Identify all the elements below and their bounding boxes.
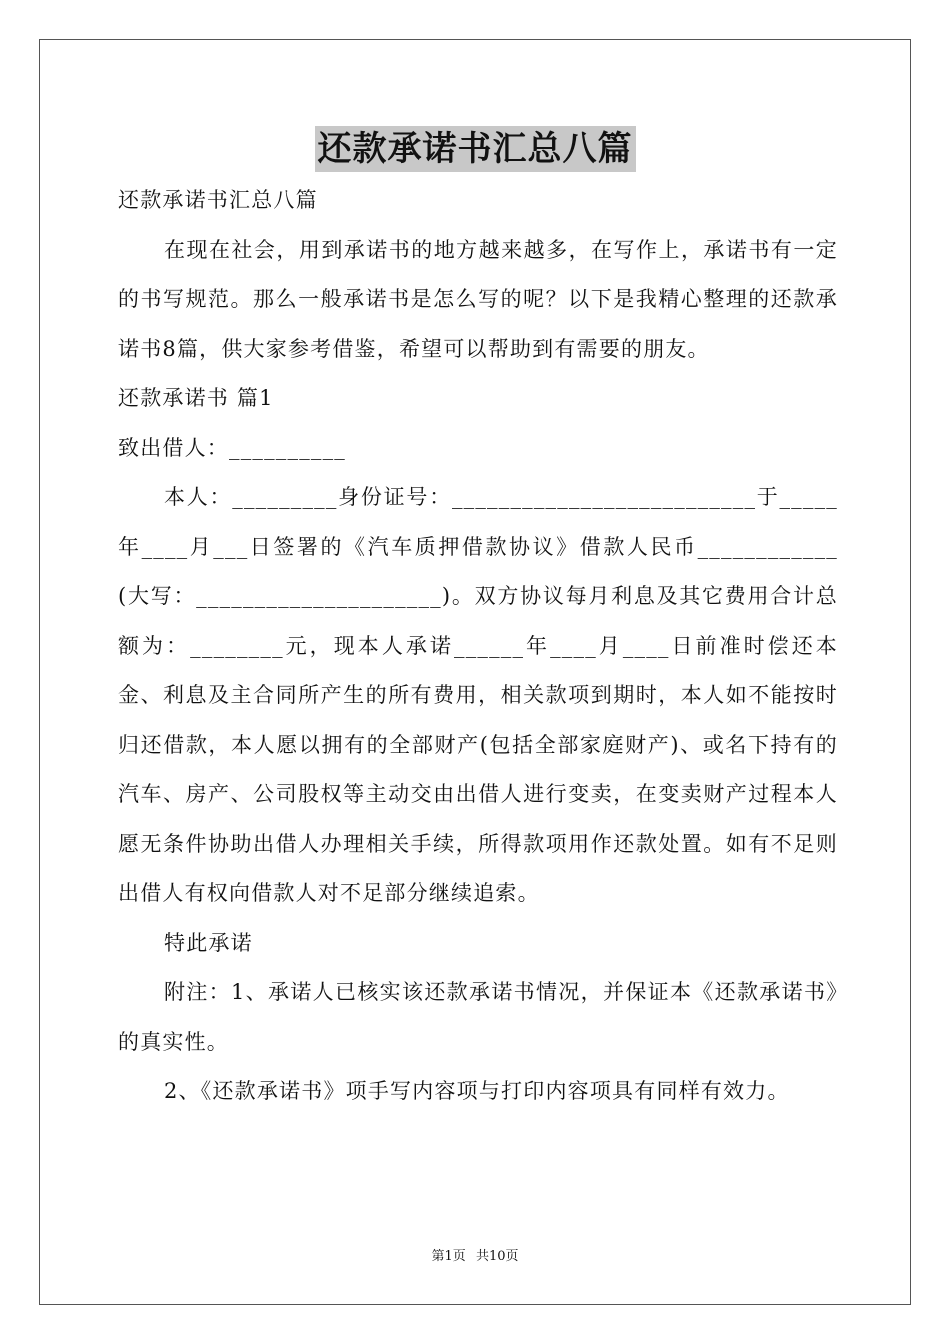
title-container — [0, 126, 950, 172]
page-number: 第1页 — [431, 1249, 466, 1264]
document-body — [118, 176, 838, 1117]
closing-line: 特此承诺 — [164, 930, 253, 955]
intro-paragraph: 在现在社会，用到承诺书的地方越来越多，在写作上，承诺书有一定的书写规范。那么一般承诺书是怎么写的呢？以下是我精心整理的还款承诺书8篇，供大家参考借鉴，希望可以帮助到有需要的朋友。 — [118, 237, 838, 361]
document-title: 还款承诺书汇总八篇 — [315, 126, 636, 172]
section-heading: 还款承诺书 篇1 — [118, 386, 274, 410]
commitment-paragraph: 本人：_________身份证号：__________________________于_____年____月___日签署的《汽车质押借款协议》借款人民币____________(大写：_____________________)。双方协议每月利息及其它费用合计总额为：________元，现本人承诺______年____月____日前准时偿还本金、利息及主合同所产生的所有费用，相关款项到期时，本人如不能按时归还借款，本人愿以拥有的全部财产(包括全部家庭财产)、或名下持有的汽车、房产、公司股权等主动交由出借人进行变卖，在变卖财产过程本人愿无条件协助出借人办理相关手续，所得款项用作还款处置。如有不足则出借人有权向借款人对不足部分继续追索。 — [118, 485, 838, 905]
note-paragraph-2: 2、《还款承诺书》项手写内容项与打印内容项具有同样有效力。 — [164, 1079, 790, 1103]
page-total: 共10页 — [475, 1249, 519, 1264]
subtitle-paragraph: 还款承诺书汇总八篇 — [118, 188, 318, 212]
note-paragraph-1: 附注：1、承诺人已核实该还款承诺书情况，并保证本《还款承诺书》的真实性。 — [118, 980, 838, 1054]
addressee-line: 致出借人：__________ — [118, 435, 346, 460]
page-footer — [0, 1245, 950, 1264]
